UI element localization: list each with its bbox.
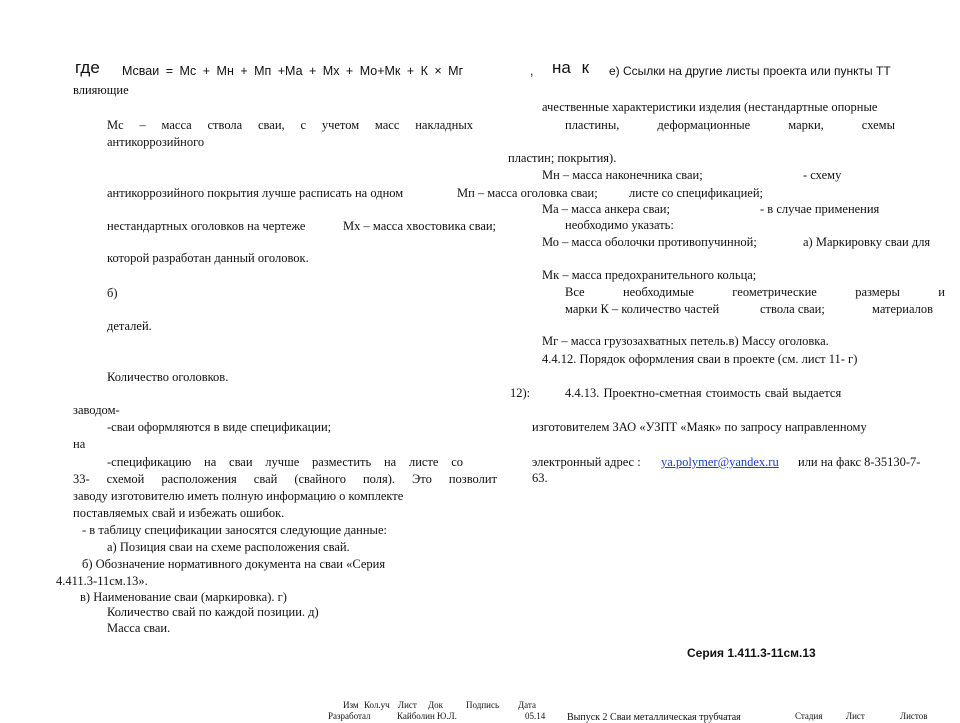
text-mp-definition: Мп – масса оголовка сваи; [457, 186, 598, 200]
text-antikorr-line: антикоррозийного покрытия лучше расписать на одном [107, 186, 404, 200]
text-marki-left: марки К – количество частей [565, 302, 720, 316]
text-kolichestvo-line: Количество оголовков. [107, 370, 229, 384]
text-plastin-line: пластин; покрытия). [508, 151, 617, 165]
text-e-links: е) Ссылки на другие листы проекта или пункты ТТ [609, 64, 891, 78]
stamp-date-value: 05.14 [525, 711, 546, 721]
text-mn-definition: Мн – масса наконечника сваи; [542, 168, 703, 182]
text-b-marker: б) [107, 286, 118, 300]
stamp-vypusk: Выпуск 2 Сваи металлическая трубчатая [567, 712, 741, 723]
text-mo-definition: Мо – масса оболочки противопучинной; [542, 235, 757, 249]
text-plast-line: пластины, деформационные марки, схемы [565, 118, 895, 132]
spec-item-b: б) Обозначение нормативного документа на сваи «Серия [82, 557, 386, 571]
stamp-listov: Листов [900, 711, 928, 721]
formula-na-k: на к [552, 58, 590, 77]
text-p4413-prefix: 12): [510, 386, 531, 400]
text-izgot-line: изготовителем ЗАО «УЗПТ «Маяк» по запросу направленному [532, 420, 867, 434]
text-p4412: 4.4.12. Порядок оформления сваи в проекте (см. лист 11- г) [542, 352, 858, 366]
text-table-line: - в таблицу спецификации заносятся следующие данные: [82, 523, 387, 537]
stamp-izm: Изм [343, 700, 359, 710]
spec-item-g: Количество свай по каждой позиции. д) [107, 605, 319, 619]
text-mg-definition: Мг – масса грузозахватных петель.в) Массу оголовка. [542, 334, 829, 348]
text-email-prefix: электронный адрес : [532, 455, 641, 469]
text-mc-line2: антикоррозийного [107, 135, 205, 149]
text-zavodom-line: заводом- [73, 403, 120, 417]
text-marki-mid: ствола сваи; [760, 302, 825, 316]
text-spec-line3: заводу изготовителю иметь полную информацию о комплекте [73, 489, 404, 503]
text-spec-line4: поставляемых свай и избежать ошибок. [73, 506, 285, 520]
stamp-podpis: Подпись [466, 700, 500, 710]
text-spec-line2: 33- схемой расположения свай (свайного поля). Это позволит [73, 472, 497, 486]
text-ma-definition: Ма – масса анкера сваи; [542, 202, 670, 216]
text-mc-line1: Мс – масса ствола сваи, с учетом масс накладных [107, 118, 473, 132]
stamp-data: Дата [518, 700, 536, 710]
formula-comma: , [530, 64, 534, 78]
text-p4413: 4.4.13. Проектно-сметная стоимость свай выдается [565, 386, 842, 400]
text-mo-right: а) Маркировку сваи для [803, 235, 931, 249]
text-ma-line2: необходимо указать: [565, 218, 674, 232]
text-line-vliyayushie: влияющие [73, 83, 129, 97]
stamp-kol-uch: Кол.уч [364, 700, 390, 710]
text-spec-line1: -спецификацию на сваи лучше разместить на листе со [107, 455, 463, 469]
text-mp-right: листе со спецификацией; [629, 186, 764, 200]
spec-item-b-cont: 4.411.3-11см.13». [56, 574, 148, 588]
text-svai-spec-line: -сваи оформляются в виде спецификации; [107, 420, 332, 434]
spec-item-d: Масса сваи. [107, 621, 171, 635]
text-ma-right: - в случае применения [760, 202, 880, 216]
spec-item-v: в) Наименование сваи (маркировка). г) [80, 590, 287, 604]
text-marki-right: материалов [872, 302, 934, 316]
text-detaley-line: деталей. [107, 319, 152, 333]
stamp-list2: Лист [846, 711, 865, 721]
text-na-line: на [73, 437, 86, 451]
text-mk-definition: Мк – масса предохранительного кольца; [542, 268, 757, 282]
text-mx-definition: Мх – масса хвостовика сваи; [343, 219, 497, 233]
stamp-stadiya: Стадия [795, 711, 823, 721]
email-link[interactable]: ya.polymer@yandex.ru [661, 455, 779, 469]
text-mn-right: - схему [803, 168, 842, 182]
text-nestand-line: нестандартных оголовков на чертеже [107, 219, 306, 233]
text-fax-cont: 63. [532, 471, 548, 485]
text-kach-line: ачественные характеристики изделия (нестандартные опорные [542, 100, 878, 114]
spec-item-a: а) Позиция сваи на схеме расположения свай. [107, 540, 350, 554]
mass-formula: Мсваи = Мс + Мн + Мп +Ма + Мх + Мо+Мк + К × Мг [122, 64, 464, 78]
formula-where-word: где [75, 58, 100, 77]
stamp-list: Лист [398, 700, 417, 710]
text-kotoroy-line: которой разработан данный оголовок. [107, 251, 309, 265]
text-fax: или на факс 8-35130-7- [798, 455, 921, 469]
stamp-author: Кайболин Ю.Л. [397, 711, 457, 721]
text-vse-line: Все необходимые геометрические размеры и [565, 285, 945, 299]
stamp-razrabotal: Разработал [328, 711, 371, 721]
series-title: Серия 1.411.3-11см.13 [687, 646, 816, 660]
stamp-dok: Док [428, 700, 444, 710]
